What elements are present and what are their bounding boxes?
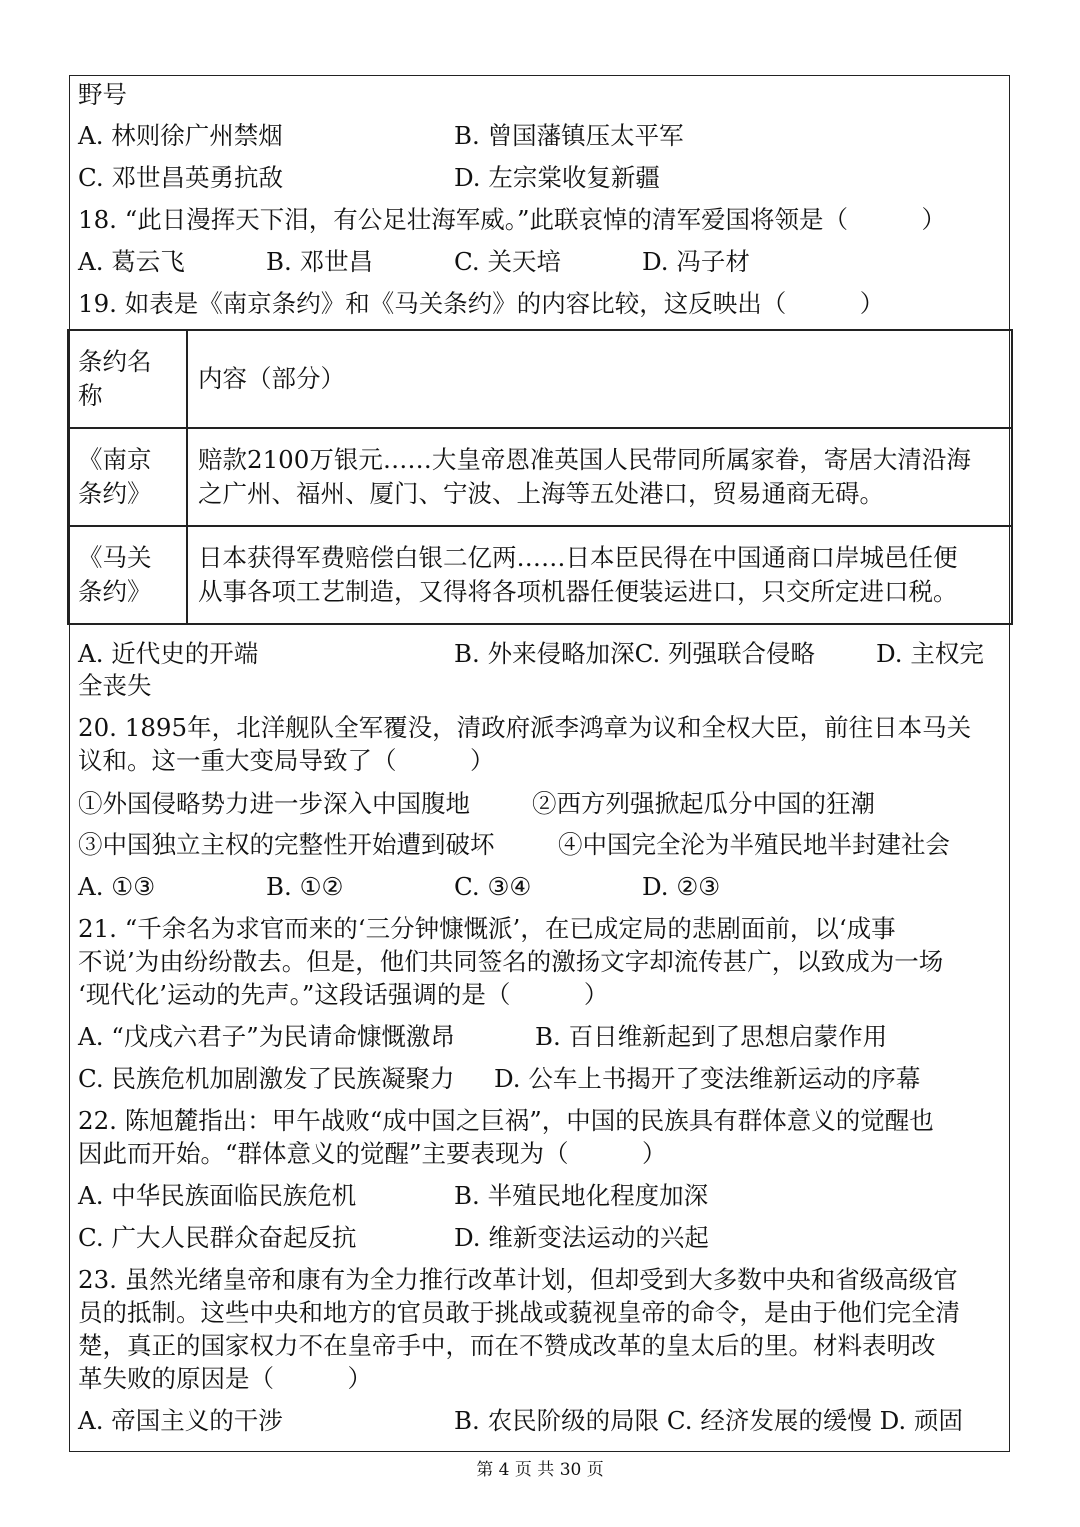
q20-option-a: A. ①③ xyxy=(78,872,156,901)
q20-option-c: C. ③④ xyxy=(454,872,532,901)
cell-text: 赔款2100万银元……大皇帝恩准英国人民带同所属家眷，寄居大清沿海 xyxy=(198,445,971,474)
table-row xyxy=(68,330,1012,428)
q22-option-a: A. 中华民族面临民族危机 xyxy=(78,1181,357,1210)
q21-stem: 21. “千余名为求官而来的‘三分钟慷慨派’，在已成定局的悲剧面前，以‘成事 xyxy=(78,914,896,943)
q20-item-4: ④中国完全沦为半殖民地半封建社会 xyxy=(558,830,950,859)
q23-option-bcd: B. 农民阶级的局限 C. 经济发展的缓慢 D. 顽固 xyxy=(454,1406,963,1435)
cell-text: 称 xyxy=(78,381,103,410)
q22-option-c: C. 广大人民群众奋起反抗 xyxy=(78,1223,357,1252)
cell-text: 《南京 xyxy=(78,445,152,474)
q20-option-d: D. ②③ xyxy=(642,872,721,901)
q21-option-b: B. 百日维新起到了思想启蒙作用 xyxy=(535,1022,888,1051)
q20-item-3: ③中国独立主权的完整性开始遭到破坏 xyxy=(78,830,495,859)
q23-stem: 楚，真正的国家权力不在皇帝手中，而在不赞成改革的皇太后的里。材料表明改 xyxy=(78,1331,936,1360)
q23-stem: 员的抵制。这些中央和地方的官员敢于挑战或藐视皇帝的命令，是由于他们完全清 xyxy=(78,1298,960,1327)
q20-item-1: ①外国侵略势力进一步深入中国腹地 xyxy=(78,789,470,818)
q21-stem: 不说’为由纷纷散去。但是，他们共同签名的激扬文字却流传甚广，以致成为一场 xyxy=(78,947,944,976)
q22-stem: 22. 陈旭麓指出：甲午战败“成中国之巨祸”，中国的民族具有群体意义的觉醒也 xyxy=(78,1106,934,1135)
q21-option-d: D. 公车上书揭开了变法维新运动的序幕 xyxy=(494,1064,921,1093)
cell-text: 《马关 xyxy=(78,543,152,572)
treaty-table xyxy=(67,329,1013,625)
cell-text: 内容（部分） xyxy=(198,364,345,393)
table-cell xyxy=(68,428,187,526)
q23-stem: 23. 虽然光绪皇帝和康有为全力推行改革计划，但却受到大多数中央和省级高级官 xyxy=(78,1265,958,1294)
q17-option-c: C. 邓世昌英勇抗敌 xyxy=(78,163,283,192)
cell-text: 条约》 xyxy=(78,577,152,606)
table-row xyxy=(68,526,1012,624)
q18-option-b: B. 邓世昌 xyxy=(266,247,374,276)
cell-text: 日本获得军费赔偿白银二亿两……日本臣民得在中国通商口岸城邑任便 xyxy=(198,543,958,572)
table-cell xyxy=(187,428,1012,526)
q17-option-b: B. 曾国藩镇压太平军 xyxy=(454,121,684,150)
q22-option-d: D. 维新变法运动的兴起 xyxy=(454,1223,709,1252)
q18-option-a: A. 葛云飞 xyxy=(78,247,185,276)
q19-option-a: A. 近代史的开端 xyxy=(78,639,259,668)
q21-stem: ‘现代化’运动的先声。”这段话强调的是（ ） xyxy=(78,980,609,1009)
q19-option-d: D. 主权完 xyxy=(876,639,984,668)
q20-stem: 20. 1895年，北洋舰队全军覆没，清政府派李鸿章为议和全权大臣，前往日本马关 xyxy=(78,713,972,742)
q18-option-c: C. 关天培 xyxy=(454,247,561,276)
q17-option-a: A. 林则徐广州禁烟 xyxy=(78,121,283,150)
q20-option-b: B. ①② xyxy=(266,872,344,901)
table-header-cell xyxy=(187,330,1012,428)
q22-stem: 因此而开始。“群体意义的觉醒”主要表现为（ ） xyxy=(78,1139,667,1168)
page-number: 第 4 页 共 30 页 xyxy=(476,1460,604,1480)
q19-stem: 19. 如表是《南京条约》和《马关条约》的内容比较，这反映出（ ） xyxy=(78,289,885,318)
q20-stem: 议和。这一重大变局导致了（ ） xyxy=(78,746,495,775)
q23-option-a: A. 帝国主义的干涉 xyxy=(78,1406,283,1435)
q23-stem: 革失败的原因是（ ） xyxy=(78,1364,372,1393)
q19-option-d-cont: 全丧失 xyxy=(78,671,152,700)
q20-item-2: ②西方列强掀起瓜分中国的狂潮 xyxy=(532,789,875,818)
q22-option-b: B. 半殖民地化程度加深 xyxy=(454,1181,709,1210)
q21-option-c: C. 民族危机加剧激发了民族凝聚力 xyxy=(78,1064,455,1093)
cell-text: 条约名 xyxy=(78,347,152,376)
q19-option-bc: B. 外来侵略加深C. 列强联合侵略 xyxy=(454,639,816,668)
cell-text: 条约》 xyxy=(78,479,152,508)
cell-text: 从事各项工艺制造，又得将各项机器任便装运进口，只交所定进口税。 xyxy=(198,577,958,606)
q21-option-a: A. “戊戌六君子”为民请命慷慨激昂 xyxy=(78,1022,455,1051)
cell-text: 之广州、福州、厦门、宁波、上海等五处港口，贸易通商无碍。 xyxy=(198,479,884,508)
table-header-cell xyxy=(68,330,187,428)
q17-option-d: D. 左宗棠收复新疆 xyxy=(454,163,660,192)
table-cell xyxy=(187,526,1012,624)
table-cell xyxy=(68,526,187,624)
text-line: 野号 xyxy=(78,80,127,109)
q18-option-d: D. 冯子材 xyxy=(642,247,750,276)
table-row xyxy=(68,428,1012,526)
q18-stem: 18. “此日漫挥天下泪，有公足壮海军威。”此联哀悼的清军爱国将领是（ ） xyxy=(78,205,947,234)
